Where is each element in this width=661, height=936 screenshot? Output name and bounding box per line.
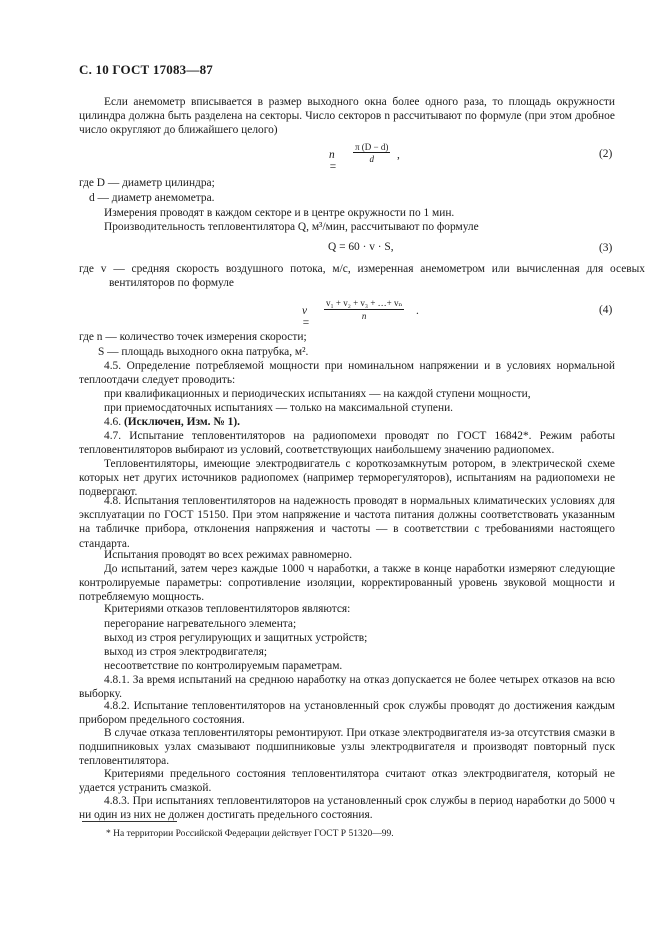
section-4-8-2: 4.8.2. Испытание тепловентиляторов на установленный срок службы проводят до достижения каждым прибором предельного состояния.	[79, 700, 615, 727]
section-4-8-b: Испытания проводят во всех режимах равномерно.	[104, 549, 353, 561]
productivity-note: Производительность тепловентилятора Q, м³/мин, рассчитывают по формуле	[104, 221, 479, 233]
section-4-8: 4.8. Испытания тепловентиляторов на надежность проводят в нормальных климатических условиях для эксплуатации по ГОСТ 15150. При этом напряжение и частота питания должны соответствовать указанным на табличке прибора, отклонения напряжения и частоты — в соответствии с требованиями настоящего стандарта.	[79, 495, 615, 550]
formula-4	[0, 296, 661, 328]
section-4-8-c: До испытаний, затем через каждые 1000 ч наработки, а также в конце наработки измеряют следующие контролируемые параметры: сопротивление изоляции, корректированный уровень звуковой мощности и потребляемую мощность.	[79, 563, 615, 604]
measurement-note: Измерения проводят в каждом секторе и в центре окружности по 1 мин.	[104, 207, 455, 219]
formula-3-body: Q = 60 · v · S,	[328, 241, 394, 253]
section-4-8-d: Критериями отказов тепловентиляторов являются:	[104, 603, 351, 615]
where-D: где D — диаметр цилиндра;	[79, 177, 215, 189]
section-4-5-item-b: при приемосдаточных испытаниях — только на максимальной ступени.	[104, 402, 454, 414]
formula-2	[0, 140, 661, 172]
formula-4-denominator: n	[361, 311, 367, 321]
section-4-7-b: Тепловентиляторы, имеющие электродвигатель с короткозамкнутым ротором, в электрической схеме которых нет других источников радиопомех (например терморегуляторов), испытаниям на радиопомехи не подвергают.	[79, 458, 615, 499]
where-v: где v — средняя скорость воздушного потока, м/с, измеренная анемометром или вычисленная для осевых вентиляторов по формуле	[79, 263, 645, 290]
section-4-6-number: 4.6.	[104, 416, 122, 428]
footnote: * На территории Российской Федерации действует ГОСТ Р 51320—99.	[106, 829, 394, 839]
section-4-5: 4.5. Определение потребляемой мощности при номинальном напряжении и в условиях нормальной теплоотдачи следует проводить:	[79, 360, 615, 387]
formula-4-fraction	[324, 298, 404, 321]
formula-2-denominator: d	[369, 154, 374, 164]
section-4-7: 4.7. Испытание тепловентиляторов на радиопомехи проводят по ГОСТ 16842*. Режим работы тепловентиляторов выбирают из условий, соответствующих наибольшему значению радиопомех.	[79, 430, 615, 457]
section-4-5-item-a: при квалификационных и периодических испытаниях — на каждой ступени мощности,	[104, 388, 531, 400]
formula-2-tail: ,	[397, 149, 400, 161]
failure-criterion-1: перегорание нагревательного элемента;	[104, 618, 297, 630]
where-n: где n — количество точек измерения скорости;	[79, 331, 307, 343]
section-4-8-2-c: Критериями предельного состояния тепловентилятора считают отказ электродвигателя, который не удается устранить смазкой.	[79, 768, 615, 795]
failure-criterion-4: несоответствие по контролируемым параметрам.	[104, 660, 343, 672]
formula-4-numerator: v₁ + v₂ + v₃ + …+ vₙ	[326, 298, 403, 308]
where-d: d — диаметр анемометра.	[89, 192, 215, 204]
section-4-8-1: 4.8.1. За время испытаний на среднюю наработку на отказ допускается не более четырех отказов на всю выборку.	[79, 674, 615, 701]
section-4-6	[104, 415, 615, 429]
formula-2-lhs: n =	[329, 149, 337, 173]
paragraph-sectors: Если анемометр вписывается в размер выходного окна более одного раза, то площадь окружности цилиндра должна быть разделена на секторы. Число секторов n рассчитывают по формуле (при этом дробное число округляют до ближайшего целого)	[79, 96, 615, 137]
failure-criterion-2: выход из строя регулирующих и защитных устройств;	[104, 632, 368, 644]
where-S: S — площадь выходного окна патрубка, м².	[98, 346, 309, 358]
formula-2-numerator: π (D − d)	[355, 142, 389, 152]
formula-4-number: (4)	[599, 304, 613, 316]
footnote-divider	[82, 821, 177, 822]
formula-4-tail: .	[416, 305, 419, 317]
failure-criterion-3: выход из строя электродвигателя;	[104, 646, 267, 658]
section-4-8-3: 4.8.3. При испытаниях тепловентиляторов на установленный срок службы в период наработки до 5000 ч ни один из них не должен достигать предельного состояния.	[79, 795, 615, 822]
formula-3-number: (3)	[599, 242, 613, 254]
section-4-6-text: (Исключен, Изм. № 1).	[123, 416, 240, 428]
formula-2-number: (2)	[599, 148, 613, 160]
formula-2-fraction	[353, 142, 390, 164]
section-4-8-2-b: В случае отказа тепловентиляторы ремонтируют. При отказе электродвигателя из-за отсутствия смазки в подшипниковых узлах смазывают подшипниковые узлы электродвигателя и производят повторный пуск тепловентилятора.	[79, 727, 615, 768]
page-header: С. 10 ГОСТ 17083—87	[79, 62, 213, 77]
formula-4-lhs: v =	[302, 305, 310, 329]
